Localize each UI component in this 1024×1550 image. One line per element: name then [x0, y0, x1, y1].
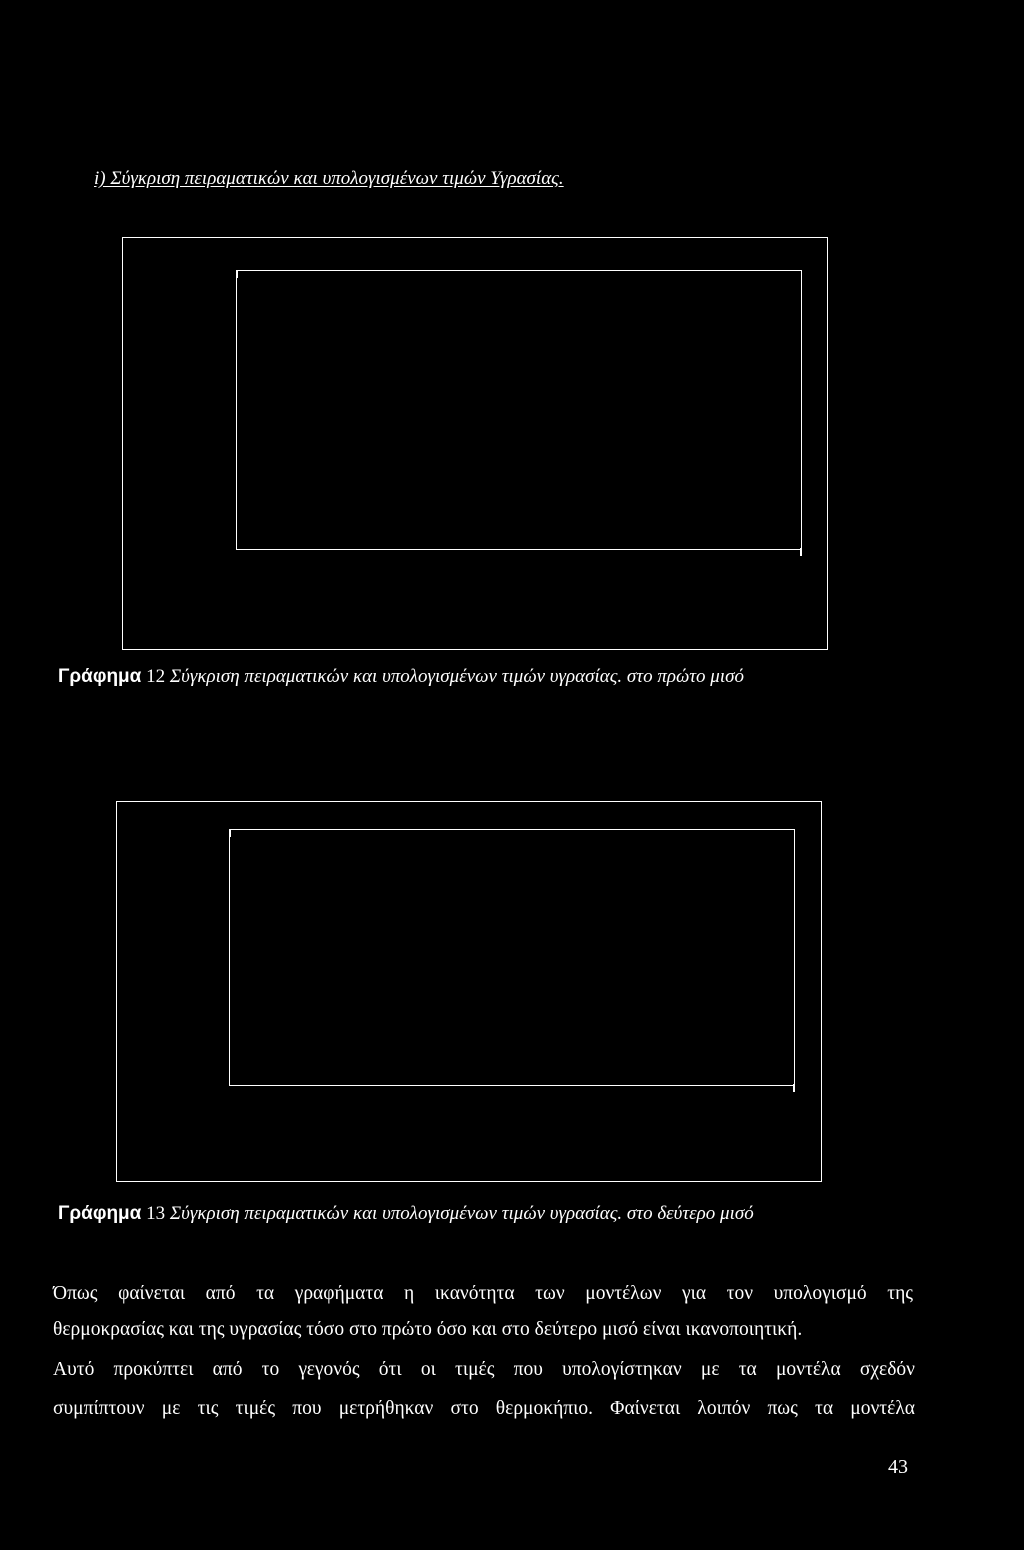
paragraph-line: Αυτό προκύπτει από το γεγονός ότι οι τιμές που υπολογίστηκαν με τα μοντέλα σχεδόν: [53, 1359, 915, 1380]
figure-description: Σύγκριση πειραματικών και υπολογισμένων τιμών υγρασίας. στο δεύτερο μισό: [169, 1203, 754, 1224]
paragraph-line: Όπως φαίνεται από τα γραφήματα η ικανότητα των μοντέλων για τον υπολογισμό της: [53, 1283, 913, 1304]
figure-13-tick: [793, 1084, 795, 1092]
figure-13-caption: [58, 1203, 754, 1225]
figure-label: Γράφημα: [58, 1203, 142, 1224]
figure-description: Σύγκριση πειραματικών και υπολογισμένων τιμών υγρασίας. στο πρώτο μισό: [169, 666, 744, 687]
paragraph-line: θερμοκρασίας και της υγρασίας τόσο στο πρώτο όσο και στο δεύτερο μισό είναι ικανοποιητική.: [53, 1319, 803, 1340]
figure-number: 12: [146, 666, 166, 687]
figure-12-tick: [800, 548, 802, 556]
figure-12-tick: [236, 270, 238, 278]
figure-number: 13: [146, 1203, 166, 1224]
page-number: 43: [888, 1456, 908, 1478]
figure-13-plot-area: [229, 829, 795, 1086]
figure-13-tick: [229, 829, 231, 837]
figure-12-caption: [58, 666, 744, 688]
figure-12-plot-area: [236, 270, 802, 550]
paragraph-line: συμπίπτουν με τις τιμές που μετρήθηκαν στο θερμοκήπιο. Φαίνεται λοιπόν πως τα μοντέλα: [53, 1398, 915, 1419]
section-heading: i) Σύγκριση πειραματικών και υπολογισμένων τιμών Υγρασίας.: [94, 168, 564, 189]
figure-label: Γράφημα: [58, 666, 142, 687]
